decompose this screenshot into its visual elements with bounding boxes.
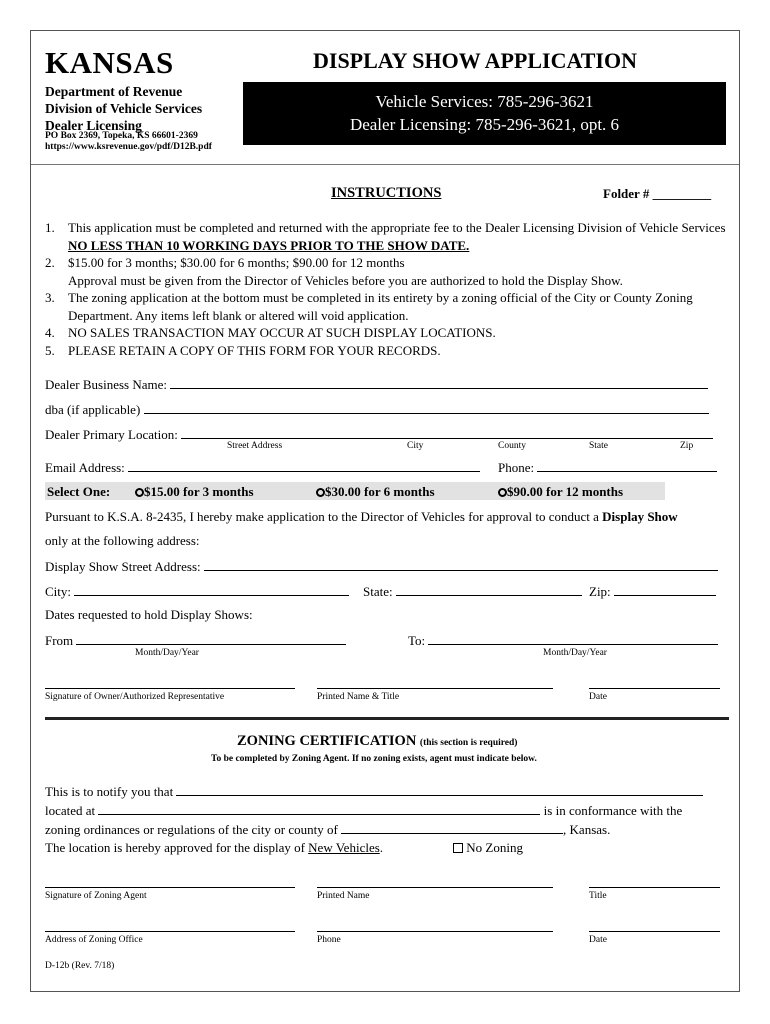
conformance-text: is in conformance with the xyxy=(543,803,683,818)
list-item: 3. The zoning application at the bottom must be completed in its entirety by a zoning official of the City or County Zoning Department. Any items left blank or altered will void application. xyxy=(45,290,693,323)
zoning-title-line[interactable] xyxy=(589,887,720,888)
printed-name-title-line[interactable] xyxy=(317,688,553,689)
show-street-field xyxy=(45,558,718,575)
fee-selection-row xyxy=(45,482,665,500)
form-url: https://www.ksrevenue.gov/pdf/D12B.pdf xyxy=(45,142,212,152)
show-city-label: City: xyxy=(45,584,72,599)
owner-date-label: Date xyxy=(589,692,607,702)
no-zoning-checkbox[interactable] xyxy=(453,843,463,853)
zoning-title-label: Title xyxy=(589,891,607,901)
no-zoning-option[interactable] xyxy=(453,840,523,856)
radio-3-months[interactable] xyxy=(135,488,144,497)
phone-field xyxy=(498,459,717,476)
dba-field xyxy=(45,401,709,418)
instructions-list xyxy=(45,219,729,359)
header-divider xyxy=(31,164,739,165)
located-at-input[interactable] xyxy=(98,802,540,815)
show-zip-input[interactable] xyxy=(614,583,716,596)
dealer-business-name-field xyxy=(45,376,708,393)
list-item: 2. $15.00 for 3 months; $30.00 for 6 months; $90.00 for 12 months Approval must be given from the Director of Vehicles before you are authorized to hold the Display Show. xyxy=(45,255,623,288)
show-street-input[interactable] xyxy=(204,558,718,571)
show-state-input[interactable] xyxy=(396,583,582,596)
to-label: To: xyxy=(408,633,426,648)
email-input[interactable] xyxy=(128,459,480,472)
form-revision-id: D-12b (Rev. 7/18) xyxy=(45,961,115,971)
notify-field xyxy=(45,783,703,800)
zoning-printed-name-line[interactable] xyxy=(317,887,553,888)
county-input[interactable] xyxy=(341,821,563,834)
printed-name-title-label: Printed Name & Title xyxy=(317,692,400,702)
dba-label: dba (if applicable) xyxy=(45,402,141,417)
zoning-title-note: (this section is required) xyxy=(419,738,518,748)
show-city-field xyxy=(45,583,349,600)
contact-dealer-licensing: Dealer Licensing: 785-296-3621, opt. 6 xyxy=(349,115,620,134)
list-item: 4. NO SALES TRANSACTION MAY OCCUR AT SUCH DISPLAY LOCATIONS. xyxy=(45,325,496,340)
zoning-agent-signature-label: Signature of Zoning Agent xyxy=(45,891,147,901)
section-divider xyxy=(45,717,729,720)
mailing-address xyxy=(45,131,212,153)
list-item: 5. PLEASE RETAIN A COPY OF THIS FORM FOR YOUR RECORDS. xyxy=(45,342,441,358)
form-page xyxy=(30,30,740,992)
zoning-phone-label: Phone xyxy=(317,935,341,945)
dealer-business-name-label: Dealer Business Name: xyxy=(45,377,168,392)
dealer-business-name-input[interactable] xyxy=(170,376,708,389)
dealer-primary-location-field xyxy=(45,426,713,443)
show-zip-label: Zip: xyxy=(589,584,611,599)
phone-label: Phone: xyxy=(498,460,535,475)
list-item: 1. This application must be completed and returned with the appropriate fee to the Dealer Licensing Division of Vehicle Services NO LESS THAN 10 WORKING DAYS PRIOR TO THE SHOW DATE. xyxy=(45,220,726,253)
contact-box xyxy=(243,82,726,145)
zoning-subtitle: To be completed by Zoning Agent. If no zoning exists, agent must indicate below. xyxy=(211,754,537,764)
zoning-office-address-label: Address of Zoning Office xyxy=(45,935,143,945)
select-one-label: Select One: xyxy=(47,484,111,499)
show-state-field xyxy=(363,583,582,600)
to-date-input[interactable] xyxy=(428,632,718,645)
zoning-date-label: Date xyxy=(589,935,607,945)
department-block xyxy=(45,83,202,134)
folder-number: Folder # _________ xyxy=(603,186,712,201)
approval-text: The location is hereby approved for the display of New Vehicles. xyxy=(45,840,384,855)
contact-vehicle-services: Vehicle Services: 785-296-3621 xyxy=(375,92,594,111)
dates-requested-text: Dates requested to hold Display Shows: xyxy=(45,607,253,622)
from-date-field xyxy=(45,632,346,649)
dept-line: Department of Revenue xyxy=(45,84,183,99)
phone-input[interactable] xyxy=(537,459,717,472)
show-city-input[interactable] xyxy=(74,583,349,596)
sublabel-state: State xyxy=(589,441,608,451)
pursuant-text: Pursuant to K.S.A. 8-2435, I hereby make application to the Director of Vehicles for approval to conduct a Display Show xyxy=(45,509,678,524)
dealer-primary-location-label: Dealer Primary Location: xyxy=(45,427,178,442)
located-at-field xyxy=(45,802,682,819)
option-12-months[interactable]: $90.00 for 12 months xyxy=(498,484,623,500)
show-state-label: State: xyxy=(363,584,393,599)
zoning-phone-line[interactable] xyxy=(317,931,553,932)
located-at-label: located at xyxy=(45,803,96,818)
option-6-months[interactable]: $30.00 for 6 months xyxy=(316,484,435,500)
owner-signature-line[interactable] xyxy=(45,688,295,689)
zoning-date-line[interactable] xyxy=(589,931,720,932)
no-zoning-label: No Zoning xyxy=(466,840,523,855)
from-date-hint: Month/Day/Year xyxy=(135,648,199,658)
sublabel-county: County xyxy=(498,441,526,451)
show-street-label: Display Show Street Address: xyxy=(45,559,201,574)
state-heading: KANSAS xyxy=(45,45,174,80)
email-field xyxy=(45,459,480,476)
from-date-input[interactable] xyxy=(76,632,346,645)
zoning-printed-name-label: Printed Name xyxy=(317,891,370,901)
dept-line: Division of Vehicle Services xyxy=(45,101,203,116)
radio-12-months[interactable] xyxy=(498,488,507,497)
email-label: Email Address: xyxy=(45,460,125,475)
new-vehicles-text: New Vehicles xyxy=(308,840,380,855)
ordinances-label: zoning ordinances or regulations of the city or county of xyxy=(45,822,338,837)
notify-input[interactable] xyxy=(176,783,703,796)
ordinances-field xyxy=(45,821,610,838)
sublabel-street: Street Address xyxy=(227,441,283,451)
sublabel-city: City xyxy=(407,441,424,451)
only-at-text: only at the following address: xyxy=(45,533,200,548)
owner-signature-label: Signature of Owner/Authorized Representative xyxy=(45,692,225,702)
po-box: PO Box 2369, Topeka, KS 66601-2369 xyxy=(45,131,198,141)
to-date-hint: Month/Day/Year xyxy=(543,648,607,658)
dealer-primary-location-input[interactable] xyxy=(181,426,713,439)
to-date-field xyxy=(408,632,718,649)
from-label: From xyxy=(45,633,74,648)
dba-input[interactable] xyxy=(144,401,709,414)
zoning-title: ZONING CERTIFICATION (this section is required) xyxy=(237,733,518,749)
dept-line: Dealer Licensing xyxy=(45,118,142,133)
owner-date-line[interactable] xyxy=(589,688,720,689)
kansas-suffix: , Kansas. xyxy=(563,822,611,837)
form-title: DISPLAY SHOW APPLICATION xyxy=(313,48,637,73)
option-3-months[interactable]: $15.00 for 3 months xyxy=(135,484,254,500)
show-zip-field xyxy=(589,583,716,600)
zoning-office-address-line[interactable] xyxy=(45,931,295,932)
sublabel-zip: Zip xyxy=(680,441,694,451)
zoning-agent-signature-line[interactable] xyxy=(45,887,295,888)
notify-label: This is to notify you that xyxy=(45,784,174,799)
instructions-title: INSTRUCTIONS xyxy=(331,185,442,201)
radio-6-months[interactable] xyxy=(316,488,325,497)
